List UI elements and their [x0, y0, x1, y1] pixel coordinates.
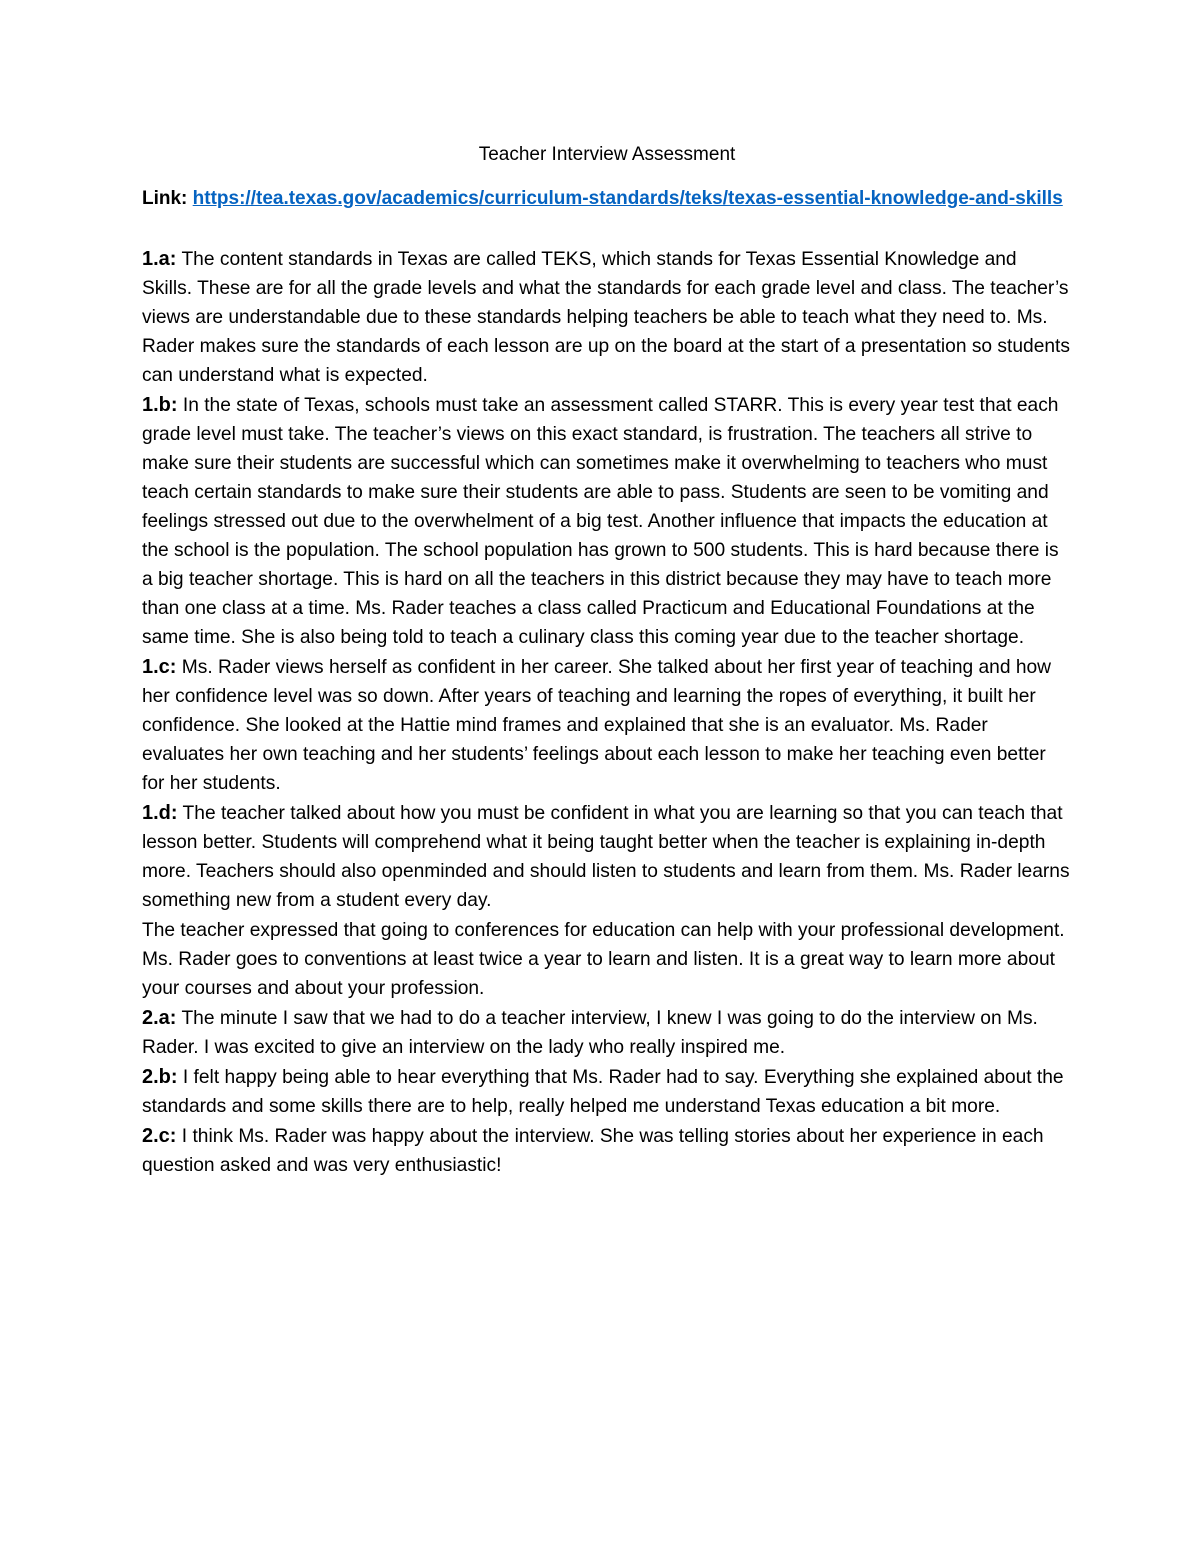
- section-text: I think Ms. Rader was happy about the interview. She was telling stories about her experience in each question asked and was very enthusiastic!: [142, 1126, 1044, 1176]
- section-label: 1.c:: [142, 656, 177, 678]
- section-1b: [142, 391, 1072, 652]
- section-label: 1.a:: [142, 248, 177, 270]
- curriculum-standards-link[interactable]: https://tea.texas.gov/academics/curriculum-standards/teks/texas-essential-knowledge-and-skills: [192, 188, 1063, 209]
- document-title: Teacher Interview Assessment: [478, 144, 736, 165]
- document-page: [142, 140, 1072, 1181]
- section-label: 2.c:: [142, 1125, 177, 1147]
- section-1d-continuation: The teacher expressed that going to conferences for education can help with your professional development. Ms. Rader goes to conventions at least twice a year to learn and listen. It is a great way to learn more about your courses and about your profession.: [142, 920, 1065, 999]
- section-1c: [142, 653, 1072, 798]
- section-1a: [142, 245, 1072, 390]
- link-line: [142, 184, 1072, 213]
- section-text: I felt happy being able to hear everything that Ms. Rader had to say. Everything she explained about the standards and some skills there are to help, really helped me understand Texas education a bit more.: [142, 1067, 1064, 1117]
- section-label: 2.a:: [142, 1007, 177, 1029]
- section-text: The content standards in Texas are called TEKS, which stands for Texas Essential Knowledge and Skills. These are for all the grade levels and what the standards for each grade level and class. The teacher’s views are understandable due to these standards helping teachers be able to teach what they need to. Ms. Rader makes sure the standards of each lesson are up on the board at the start of a presentation so students can understand what is expected.: [142, 249, 1070, 386]
- link-label: Link:: [142, 188, 188, 209]
- section-text: The teacher talked about how you must be confident in what you are learning so that you can teach that lesson better. Students will comprehend what it being taught better when the teacher is explaining in-depth more. Teachers should also openminded and should listen to students and learn from them. Ms. Rader learns something new from a student every day.: [142, 803, 1070, 911]
- section-2b: [142, 1063, 1072, 1121]
- section-label: 2.b:: [142, 1066, 178, 1088]
- section-text: Ms. Rader views herself as confident in her career. She talked about her first year of teaching and how her confidence level was so down. After years of teaching and learning the ropes of everything, it built her confidence. She looked at the Hattie mind frames and explained that she is an evaluator. Ms. Rader evaluates her own teaching and her students’ feelings about each lesson to make her teaching even better for her students.: [142, 657, 1052, 794]
- section-2a: [142, 1004, 1072, 1062]
- section-text: The minute I saw that we had to do a teacher interview, I knew I was going to do the interview on Ms. Rader. I was excited to give an interview on the lady who really inspired me.: [142, 1008, 1038, 1058]
- section-label: 1.b:: [142, 394, 178, 416]
- section-label: 1.d:: [142, 802, 178, 824]
- section-1d: [142, 799, 1072, 915]
- section-2c: [142, 1122, 1072, 1180]
- section-text: In the state of Texas, schools must take an assessment called STARR. This is every year test that each grade level must take. The teacher’s views on this exact standard, is frustration. The teachers all strive to make sure their students are successful which can sometimes make it overwhelming to teachers who must teach certain standards to make sure their students are able to pass. Students are seen to be vomiting and feelings stressed out due to the overwhelment of a big test. Another influence that impacts the education at the school is the population. The school population has grown to 500 students. This is hard because there is a big teacher shortage. This is hard on all the teachers in this district because they may have to teach more than one class at a time. Ms. Rader teaches a class called Practicum and Educational Foundations at the same time. She is also being told to teach a culinary class this coming year due to the teacher shortage.: [142, 395, 1059, 648]
